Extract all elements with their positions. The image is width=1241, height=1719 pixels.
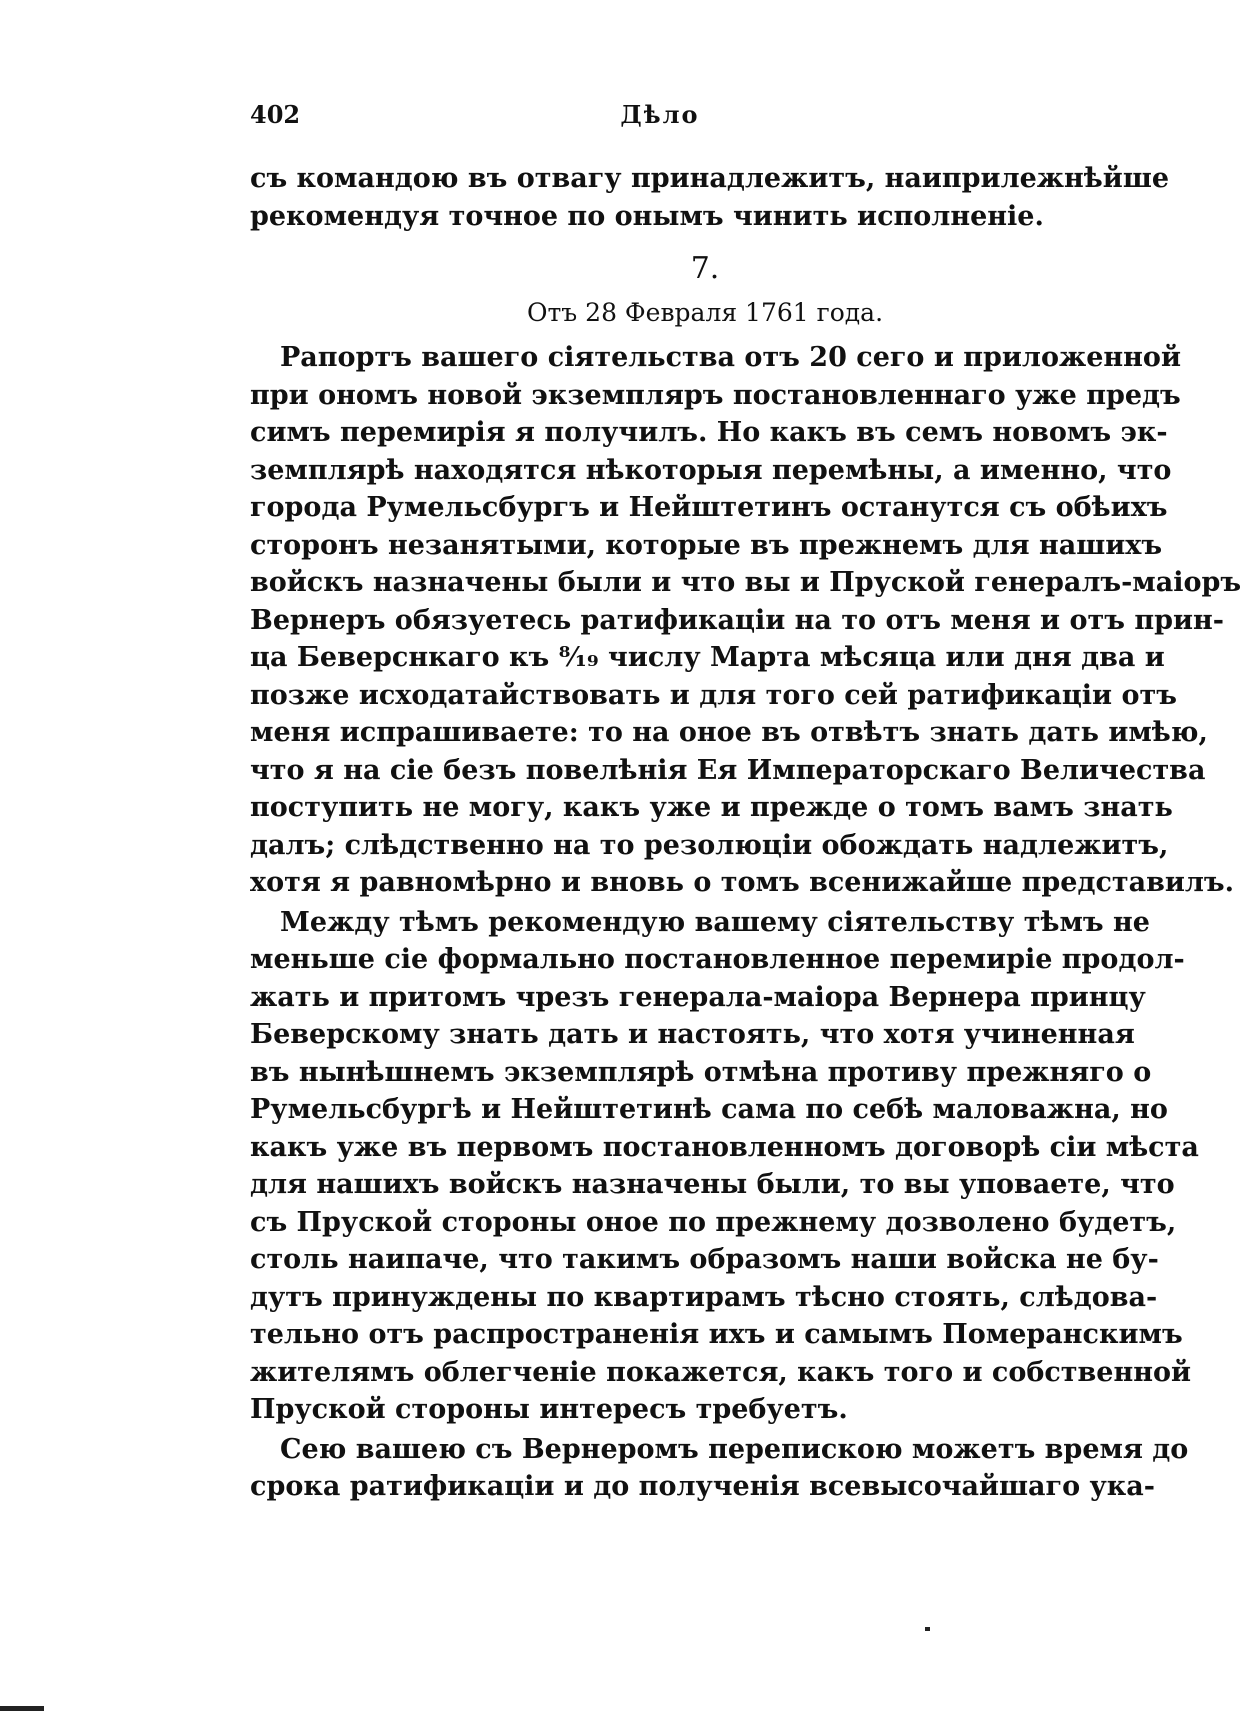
text-line: рекомендуя точное по онымъ чинить исполненіе.	[250, 200, 1044, 232]
text-line: Румельсбургѣ и Нейштетинѣ сама по себѣ маловажна, но	[250, 1094, 1168, 1125]
scan-artifact	[925, 1627, 930, 1631]
section-number: 7.	[690, 251, 720, 286]
text-line: съ командою въ отвагу принадлежитъ, наиприлежнѣйше	[250, 163, 1170, 194]
text-line: съ Пруской стороны оное по прежнему дозволено будетъ,	[250, 1206, 1177, 1238]
text-line: Пруской стороны интересъ требуетъ.	[250, 1394, 848, 1425]
text-line: столь наипаче, что такимъ образомъ наши войска не бу-	[250, 1244, 1159, 1275]
text-line: тельно отъ распространенія ихъ и самымъ Померанскимъ	[250, 1319, 1183, 1350]
text-line: меньше сіе формально постановленное перемиріе продол-	[250, 944, 1185, 975]
running-title: Дѣло	[620, 100, 700, 129]
text-line: Беверскому знать дать и настоять, что хотя учиненная	[250, 1019, 1135, 1050]
text-line: позже исходатайствовать и для того сей ратификаціи отъ	[250, 679, 1177, 711]
section-date: Отъ 28 Февраля 1761 года.	[526, 298, 884, 327]
text-line: Вернеръ обязуетесь ратификаціи на то отъ меня и отъ прин-	[250, 604, 1224, 636]
paragraph-1	[250, 339, 1241, 902]
paragraph-2	[250, 904, 1199, 1429]
text-line: войскъ назначены были и что вы и Пруской генералъ-маіоръ	[250, 567, 1241, 598]
text-line: Между тѣмъ рекомендую вашему сіятельству тѣмъ не	[280, 906, 1150, 938]
text-line: Рапортъ вашего сіятельства отъ 20 сего и приложенной	[280, 342, 1181, 373]
text-line: меня испрашиваете: то на оное въ отвѣтъ знать дать имѣю,	[250, 717, 1208, 748]
text-line: что я на сіе безъ повелѣнія Ея Императорскаго Величества	[250, 754, 1206, 786]
text-line: сторонъ незанятыми, которые въ прежнемъ для нашихъ	[250, 529, 1163, 561]
text-line: срока ратификаціи и до полученія всевысочайшаго ука-	[250, 1471, 1155, 1502]
text-line: далъ; слѣдственно на то резолюціи обождать надлежитъ,	[250, 829, 1169, 861]
text-line: поступить не могу, какъ уже и прежде о томъ вамъ знать	[250, 792, 1173, 823]
text-line: для нашихъ войскъ назначены были, то вы уповаете, что	[250, 1169, 1175, 1200]
body-text	[250, 160, 1241, 1506]
text-line: жителямъ облегченіе покажется, какъ того и собственной	[250, 1356, 1192, 1388]
text-line: хотя я равномѣрно и вновь о томъ всенижайше представилъ.	[250, 867, 1235, 898]
text-line: дутъ принуждены по квартирамъ тѣсно стоять, слѣдова-	[250, 1281, 1158, 1313]
text-line: города Румельсбургъ и Нейштетинъ останутся съ обѣихъ	[250, 492, 1168, 523]
page-number: 402	[250, 100, 301, 129]
text-line: ца Беверснкаго къ ⁸⁄₁₉ числу Марта мѣсяца или дня два и	[250, 642, 1165, 673]
text-line: въ нынѣшнемъ экземплярѣ отмѣна противу прежняго о	[250, 1056, 1152, 1088]
text-line: какъ уже въ первомъ постановленномъ договорѣ сіи мѣста	[250, 1131, 1199, 1163]
page-header	[250, 100, 1070, 140]
continuation-paragraph	[250, 160, 1170, 235]
text-line: Сею вашею съ Вернеромъ перепискою можетъ время до	[280, 1433, 1189, 1465]
text-line: при ономъ новой экземпляръ постановленнаго уже предъ	[250, 379, 1181, 411]
scan-artifact	[0, 1706, 44, 1711]
text-line: земплярѣ находятся нѣкоторыя перемѣны, а именно, что	[250, 454, 1172, 486]
paragraph-3	[250, 1431, 1189, 1506]
text-line: жать и притомъ чрезъ генерала-маіора Вернера принцу	[250, 981, 1146, 1013]
text-line: симъ перемирія я получилъ. Но какъ въ семъ новомъ эк-	[250, 417, 1168, 448]
